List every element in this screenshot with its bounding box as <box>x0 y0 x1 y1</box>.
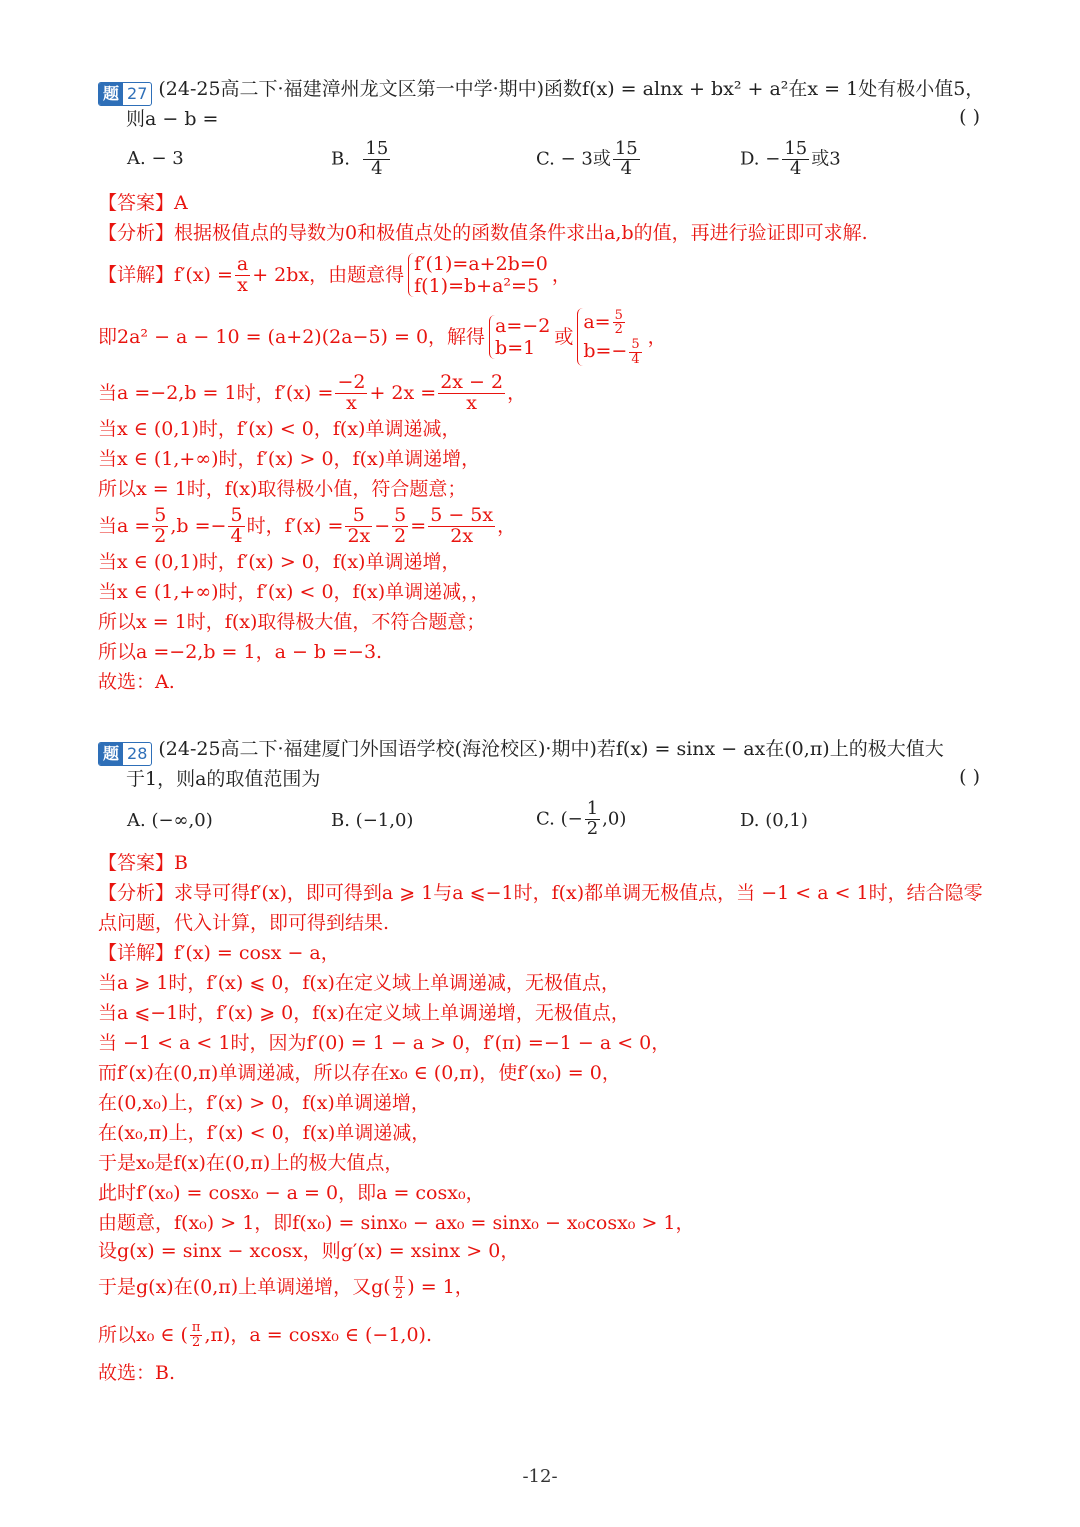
q27-option-d: D. − $\frac{15}{4}$ 或3 <box>740 138 841 179</box>
q27-option-b: B. $\frac{15}{4}$ <box>331 138 389 179</box>
q27-option-a: A. − 3 <box>127 148 184 169</box>
q28-detail-line10: 由题意，f(x₀) > 1，即f(x₀) = sinx₀ − ax₀ = sinx₀ − x₀cosx₀ > 1， <box>98 1212 695 1234</box>
q27-option-c: C. − 3或 $\frac{15}{4}$ <box>536 138 638 179</box>
q27-tag: 题 27 <box>98 82 152 106</box>
q27-detail-line11: 所以a =−2,b = 1，a − b =−3. <box>98 641 383 663</box>
q28-detail-line9: 此时f′(x₀) = cosx₀ − a = 0，即a = cosx₀， <box>98 1182 485 1204</box>
q27-detail-line8: 当x ∈ (0,1)时，f′(x) > 0，f(x)单调递增， <box>98 551 461 573</box>
q28-stem-line1: 题 28 (24-25高二下·福建厦门外国语学校(海沧校区)·期中)若f(x) = sinx − ax在(0,π)上的极大值大 <box>98 736 944 766</box>
page-number: -12- <box>522 1466 558 1487</box>
q27-answer-paren: ( ) <box>959 106 980 128</box>
q27-analysis: 【分析】根据极值点的导数为0和极值点处的函数值条件求出a,b的值，再进行验证即可求解. <box>98 222 868 244</box>
q27-detail-line3: 当a =−2,b = 1时，f′(x) = $\frac{-2}{x}$ + 2x = $\frac{2x - 2}{x}$ ， <box>98 370 527 414</box>
q27-detail-line2: 即2a² − a − 10 = (a+2)(2a−5) = 0，解得 a=−2 b=1 或 a= $\frac{5}{2}$ b=− $\frac{5}{4}$ ， <box>98 307 667 367</box>
q28-tag: 题 28 <box>98 742 152 766</box>
q27-detail-line5: 当x ∈ (1,+∞)时，f′(x) > 0，f(x)单调递增， <box>98 448 481 470</box>
q28-answer-paren: ( ) <box>959 766 980 788</box>
q27-detail-line12: 故选：A. <box>98 671 175 693</box>
q27-detail-line1: 【详解】 f′(x) = $\frac{a}{x}$ + 2bx，由题意得 f′(1)=a+2b=0 f(1)=b+a²=5 ， <box>98 252 571 297</box>
q28-detail-line11: 设g(x) = sinx − xcosx，则g′(x) = xsinx > 0， <box>98 1240 520 1262</box>
q27-detail-line7: 当a = $\frac{5}{2}$ ,b =− $\frac{5}{4}$ 时，f′(x) = $\frac{5}{2x}$ − $\frac{5}{2}$ = $\frac{5 - 5x}{2x}$ ， <box>98 503 517 547</box>
q27-stem-line2: 则a − b = <box>126 108 219 130</box>
q28-detail-line12: 于是g(x)在(0,π)上单调递增，又g( $\frac{\pi}{2}$ ) = 1， <box>98 1271 474 1302</box>
q28-detail-line2: 当a ⩾ 1时，f′(x) ⩽ 0，f(x)在定义域上单调递减，无极值点， <box>98 972 620 994</box>
q28-analysis-line2: 点问题，代入计算，即可得到结果. <box>98 912 390 934</box>
q28-detail-line1: 【详解】f′(x) = cosx − a， <box>98 942 340 964</box>
q28-detail-line5: 而f′(x)在(0,π)单调递减，所以存在x₀ ∈ (0,π)，使f′(x₀) = 0， <box>98 1062 621 1084</box>
q28-stem-line2: 于1，则a的取值范围为 <box>126 768 321 790</box>
q27-detail-line9: 当x ∈ (1,+∞)时，f′(x) < 0，f(x)单调递减，， <box>98 581 490 603</box>
q27-detail-line10: 所以x = 1时，f(x)取得极大值，不符合题意； <box>98 611 486 633</box>
q28-detail-line4: 当 −1 < a < 1时，因为f′(0) = 1 − a > 0，f′(π) =−1 − a < 0， <box>98 1032 671 1054</box>
q28-detail-line6: 在(0,x₀)上，f′(x) > 0，f(x)单调递增， <box>98 1092 430 1114</box>
q28-answer: 【答案】B <box>98 852 188 874</box>
q27-stem-line1: 题 27 (24-25高二下·福建漳州龙文区第一中学·期中)函数f(x) = alnx + bx² + a²在x = 1处有极小值5， <box>98 76 984 106</box>
q28-analysis-line1: 【分析】求导可得f′(x)，即可得到a ⩾ 1与a ⩽−1时，f(x)都单调无极值点，当 −1 < a < 1时，结合隐零 <box>98 882 983 904</box>
q28-detail-line14: 故选：B. <box>98 1362 176 1384</box>
q27-detail-line6: 所以x = 1时，f(x)取得极小值，符合题意； <box>98 478 467 500</box>
q28-option-c: C. (− $\frac{1}{2}$ ,0) <box>536 798 627 839</box>
q28-detail-line13: 所以x₀ ∈ ( $\frac{\pi}{2}$ ,π)，a = cosx₀ ∈ (−1,0). <box>98 1319 433 1350</box>
q28-option-d: D. (0,1) <box>740 810 808 831</box>
q28-option-a: A. (−∞,0) <box>127 810 213 831</box>
q28-detail-line3: 当a ⩽−1时，f′(x) ⩾ 0，f(x)在定义域上单调递增，无极值点， <box>98 1002 630 1024</box>
q28-option-b: B. (−1,0) <box>331 810 414 831</box>
q27-detail-line4: 当x ∈ (0,1)时，f′(x) < 0，f(x)单调递减， <box>98 418 461 440</box>
q28-detail-line8: 于是x₀是f(x)在(0,π)上的极大值点， <box>98 1152 404 1174</box>
q27-answer: 【答案】A <box>98 192 188 214</box>
q28-detail-line7: 在(x₀,π)上，f′(x) < 0，f(x)单调递减， <box>98 1122 431 1144</box>
